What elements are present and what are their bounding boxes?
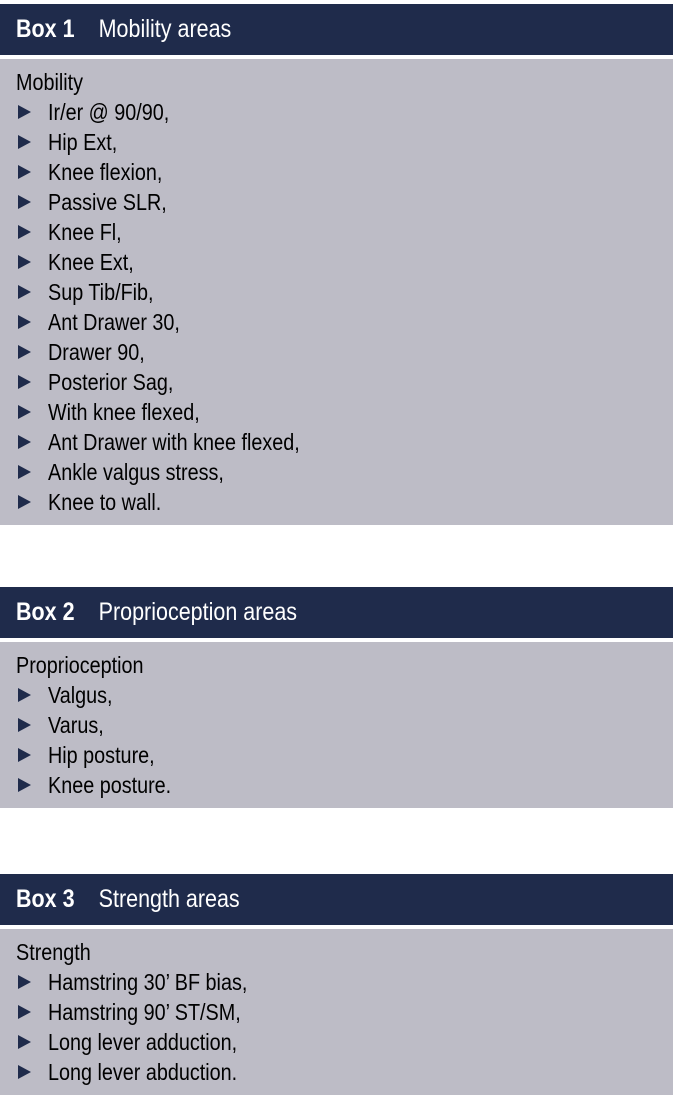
- list-item: Ant Drawer with knee flexed,: [16, 427, 673, 457]
- triangle-bullet-icon: [18, 255, 31, 269]
- box-3: [0, 874, 673, 1095]
- list-item: Knee Ext,: [16, 247, 673, 277]
- box-1-title: Mobility areas: [98, 15, 232, 43]
- triangle-bullet-icon: [18, 165, 31, 179]
- list-item: Hamstring 90’ ST/SM,: [16, 997, 673, 1027]
- list-item: Sup Tib/Fib,: [16, 277, 673, 307]
- list-item: Long lever adduction,: [16, 1027, 673, 1057]
- triangle-bullet-icon: [18, 135, 31, 149]
- list-item: Ir/er @ 90/90,: [16, 97, 673, 127]
- list-item: Knee Fl,: [16, 217, 673, 247]
- list-item: Ant Drawer 30,: [16, 307, 673, 337]
- triangle-bullet-icon: [18, 718, 31, 732]
- triangle-bullet-icon: [18, 1035, 31, 1049]
- list-item: Knee to wall.: [16, 487, 673, 517]
- triangle-bullet-icon: [18, 495, 31, 509]
- box-1-body: [0, 59, 673, 525]
- list-item: With knee flexed,: [16, 397, 673, 427]
- list-item: Posterior Sag,: [16, 367, 673, 397]
- box-2-heading: Proprioception: [16, 652, 144, 678]
- list-item: Drawer 90,: [16, 337, 673, 367]
- list-item: Hip Ext,: [16, 127, 673, 157]
- triangle-bullet-icon: [18, 105, 31, 119]
- box-2-title: Proprioception areas: [98, 598, 298, 626]
- box-1: [0, 4, 673, 525]
- list-item: Hamstring 30’ BF bias,: [16, 967, 673, 997]
- triangle-bullet-icon: [18, 405, 31, 419]
- box-2-number: Box 2: [16, 598, 75, 626]
- list-item: Long lever abduction.: [16, 1057, 673, 1087]
- box-1-header: [0, 4, 673, 59]
- box-2: [0, 587, 673, 808]
- list-item: Knee posture.: [16, 770, 673, 800]
- box-3-header: [0, 874, 673, 929]
- triangle-bullet-icon: [18, 435, 31, 449]
- triangle-bullet-icon: [18, 778, 31, 792]
- triangle-bullet-icon: [18, 345, 31, 359]
- list-item: Knee flexion,: [16, 157, 673, 187]
- box-2-body: [0, 642, 673, 808]
- box-3-heading: Strength: [16, 939, 91, 965]
- triangle-bullet-icon: [18, 748, 31, 762]
- box-3-body: [0, 929, 673, 1095]
- triangle-bullet-icon: [18, 1005, 31, 1019]
- box-3-number: Box 3: [16, 885, 75, 913]
- triangle-bullet-icon: [18, 975, 31, 989]
- list-item: Ankle valgus stress,: [16, 457, 673, 487]
- triangle-bullet-icon: [18, 688, 31, 702]
- list-item: Valgus,: [16, 680, 673, 710]
- triangle-bullet-icon: [18, 1065, 31, 1079]
- triangle-bullet-icon: [18, 375, 31, 389]
- box-1-number: Box 1: [16, 15, 75, 43]
- box-1-heading: Mobility: [16, 69, 84, 95]
- triangle-bullet-icon: [18, 225, 31, 239]
- list-item: Hip posture,: [16, 740, 673, 770]
- triangle-bullet-icon: [18, 315, 31, 329]
- list-item: Varus,: [16, 710, 673, 740]
- triangle-bullet-icon: [18, 285, 31, 299]
- triangle-bullet-icon: [18, 195, 31, 209]
- box-2-header: [0, 587, 673, 642]
- box-3-title: Strength areas: [98, 885, 240, 913]
- list-item: Passive SLR,: [16, 187, 673, 217]
- triangle-bullet-icon: [18, 465, 31, 479]
